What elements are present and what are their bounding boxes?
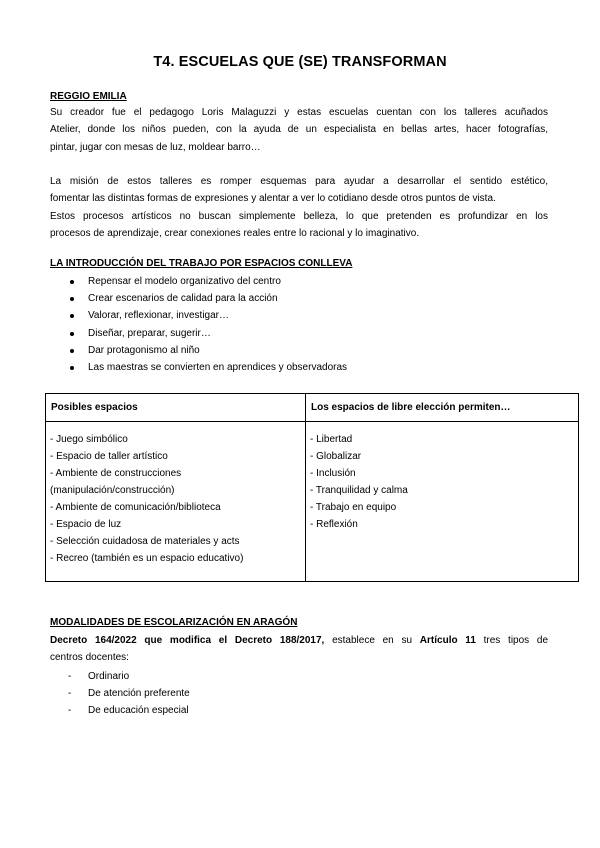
section-heading-reggio: REGGIO EMILIA bbox=[50, 91, 127, 102]
decreto-bold-text: Decreto 164/2022 que modifica el Decreto 188/2017, bbox=[50, 635, 325, 646]
section-heading-modalidades: MODALIDADES DE ESCOLARIZACIÓN EN ARAGÓN bbox=[50, 617, 298, 628]
bullet-icon bbox=[70, 332, 74, 336]
reggio-paragraph-2 bbox=[50, 173, 548, 242]
bullet-icon bbox=[70, 280, 74, 284]
page-title: T4. ESCUELAS QUE (SE) TRANSFORMAN bbox=[153, 54, 447, 70]
cell-line: - Globalizar bbox=[310, 451, 362, 462]
document-page: T4. ESCUELAS QUE (SE) TRANSFORMAN REGGIO EMILIA Su creador fue el pedagogo Loris Malaguzzi y estas escuelas cuentan con los talleres acuñados Atelier, donde los niños pueden, con la ayuda de un especialista en bellas artes, hacer fotografías, pintar, jugar con mesas de luz, moldear barro… La misión de estos talleres es romper esquemas para ayudar a desarrollar el sentido estético, fomentar las distintas formas de expresiones y alentar a ver lo cotidiano desde otros puntos de vista. Estos procesos artísticos no buscan simplemente belleza, lo que pretenden es profundizar en los procesos de aprendizaje, crear conexiones reales entre lo racional y lo imaginativo. LA INTRODUCCIÓN DEL TRABAJO POR ESPACIOS CONLLEVA Repensar el modelo organizativo del centro Crear escenarios de calidad para la acción Valorar, reflexionar, investigar… Diseñar, preparar, sugerir… Dar protagonismo al niño Las maestras se convierten en aprendices y observadoras Posibles espacios Los espacios de libre elección permiten… - Juego simbólico - Espacio de taller artístico - Ambiente de construcciones (manipulación/construcción) - Ambiente de comunicación/biblioteca - Espacio de luz - Selección cuidadosa de materiales y acts - Recreo (también es un espacio educativo) - Libertad - Globalizar - Inclusión - Tranquilidad y calma - Trabajo en equipo - Reflexión MODALIDADES DE ESCOLARIZACIÓN EN ARAGÓN Decreto 164/2022 que modifica el Decreto 188/2017, establece en su Artículo 11 tres tipos de centros docentes: - Ordinario - De atención preferente - De educación especial bbox=[0, 0, 600, 848]
bullet-icon bbox=[70, 297, 74, 301]
paragraph-line: procesos de aprendizaje, crear conexiones reales entre lo racional y lo imaginativo. bbox=[50, 227, 420, 239]
dash-marker: - bbox=[68, 705, 72, 717]
bullet-icon bbox=[70, 366, 74, 370]
table-cell-libre-eleccion bbox=[306, 422, 579, 582]
cell-line: - Espacio de taller artístico bbox=[50, 451, 168, 462]
cell-line: - Ambiente de comunicación/biblioteca bbox=[50, 502, 221, 513]
cell-line: - Inclusión bbox=[310, 468, 356, 479]
cell-line: - Espacio de luz bbox=[50, 519, 122, 530]
table-row bbox=[46, 422, 579, 582]
cell-line: - Ambiente de construcciones bbox=[50, 468, 182, 479]
centros-docentes-line: centros docentes: bbox=[50, 652, 129, 663]
decreto-text-end: tres tipos de bbox=[483, 635, 549, 646]
table-header-posibles-espacios: Posibles espacios bbox=[46, 394, 306, 422]
bullet-icon bbox=[70, 349, 74, 353]
articulo-bold-text: Artículo 11 bbox=[419, 635, 476, 646]
cell-line: - Recreo (también es un espacio educativo) bbox=[50, 553, 244, 564]
paragraph-line: La misión de estos talleres es romper esquemas para ayudar a desarrollar el sentido estético, bbox=[50, 176, 548, 187]
dash-marker: - bbox=[68, 688, 72, 700]
section-heading-introduccion: LA INTRODUCCIÓN DEL TRABAJO POR ESPACIOS CONLLEVA bbox=[50, 258, 353, 269]
bullet-icon bbox=[70, 314, 74, 318]
cell-line: - Libertad bbox=[310, 434, 353, 445]
decreto-text: establece en su bbox=[332, 635, 413, 646]
table-cell-posibles-espacios bbox=[46, 422, 306, 582]
cell-line: - Selección cuidadosa de materiales y acts bbox=[50, 536, 240, 547]
paragraph-line: pintar, jugar con mesas de luz, moldear barro… bbox=[50, 141, 261, 153]
reggio-paragraph-1 bbox=[50, 104, 548, 156]
cell-line: - Juego simbólico bbox=[50, 434, 128, 445]
cell-line: (manipulación/construcción) bbox=[50, 485, 175, 496]
paragraph-line: Estos procesos artísticos no buscan simplemente belleza, lo que pretenden es profundizar en los bbox=[50, 210, 548, 222]
table-header-row bbox=[46, 394, 579, 422]
paragraph-line: Su creador fue el pedagogo Loris Malaguzzi y estas escuelas cuentan con los talleres acuñados bbox=[50, 107, 548, 118]
cell-line: - Reflexión bbox=[310, 519, 358, 530]
paragraph-line: fomentar las distintas formas de expresiones y alentar a ver lo cotidiano desde otros puntos de vista. bbox=[50, 193, 496, 205]
table-header-libre-eleccion: Los espacios de libre elección permiten… bbox=[306, 394, 579, 422]
cell-line: - Trabajo en equipo bbox=[310, 502, 397, 513]
decreto-line bbox=[50, 632, 548, 649]
spaces-table bbox=[45, 393, 579, 582]
paragraph-line: Atelier, donde los niños pueden, con la ayuda de un especialista en bellas artes, hacer fotografías, bbox=[50, 124, 548, 136]
cell-line: - Tranquilidad y calma bbox=[310, 485, 408, 496]
dash-marker: - bbox=[68, 671, 72, 682]
